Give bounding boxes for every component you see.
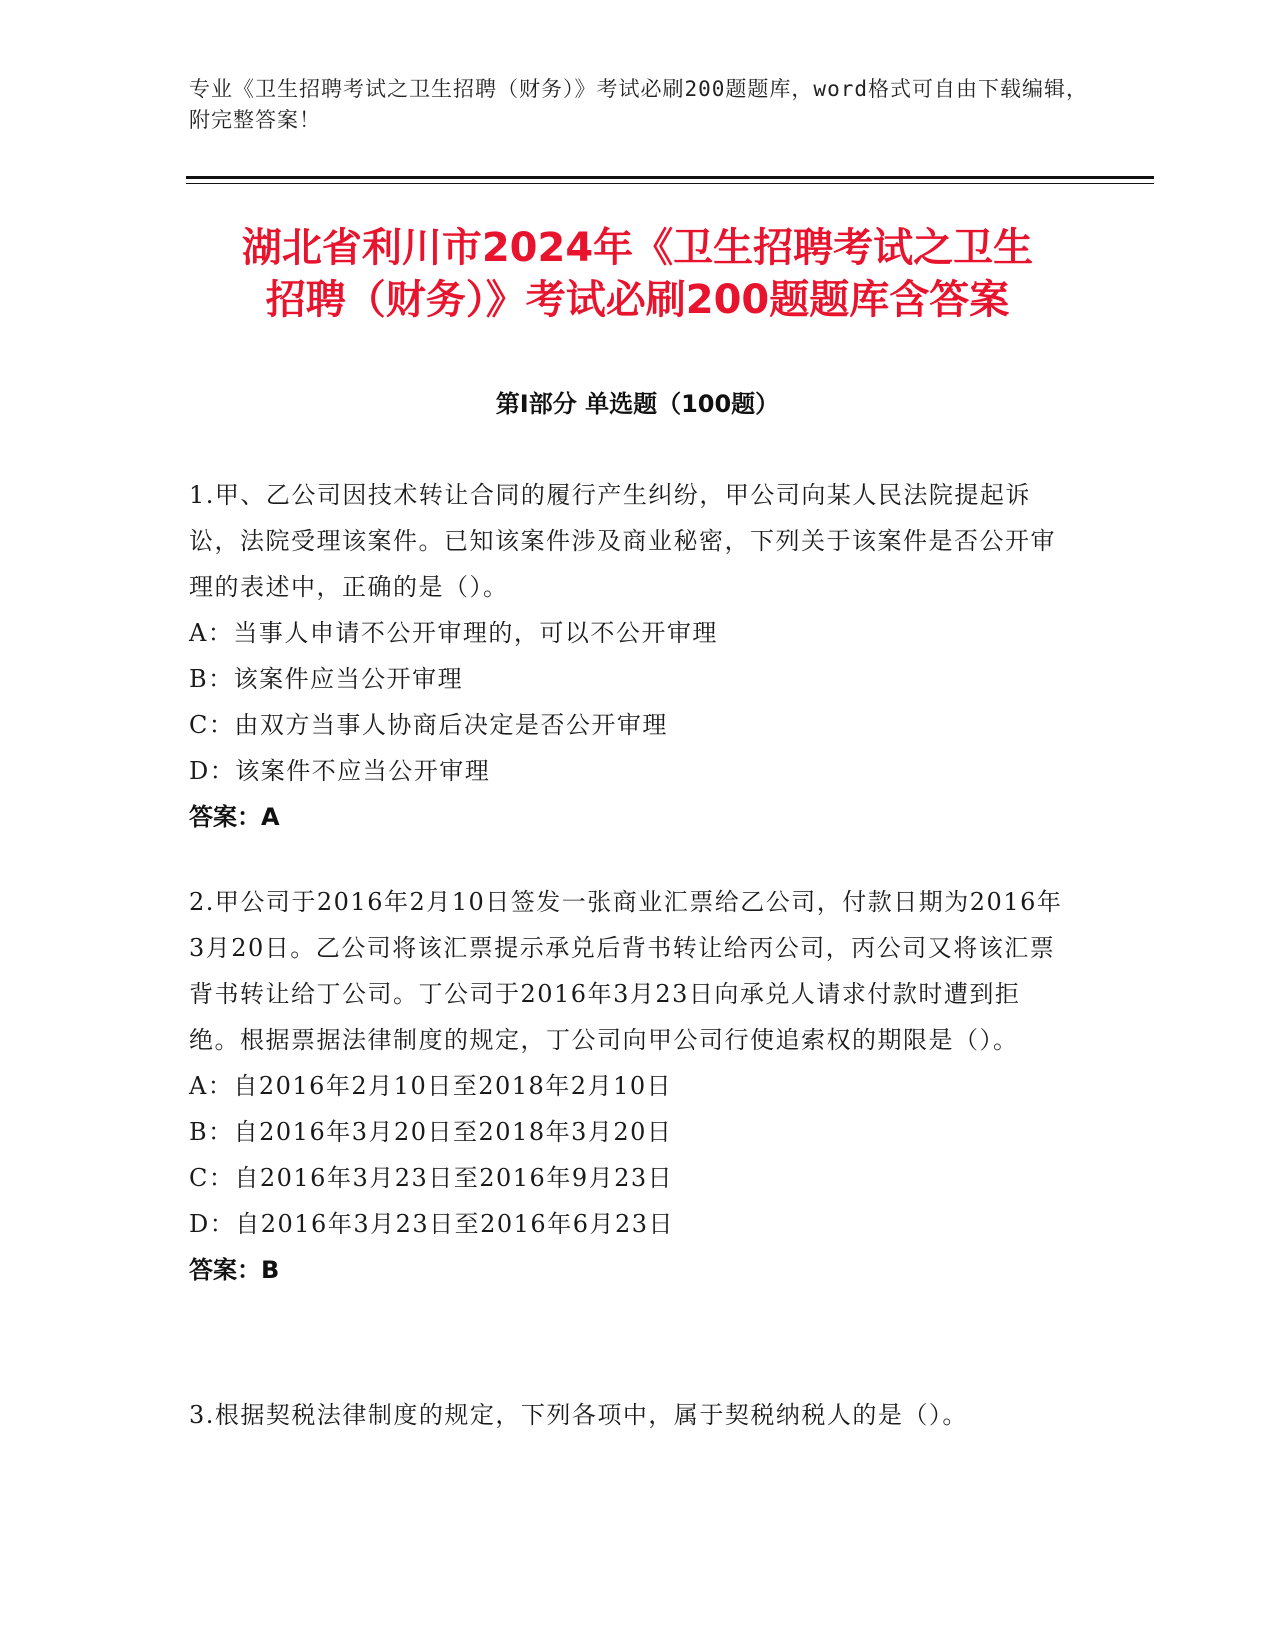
header-note: 专业《卫生招聘考试之卫生招聘（财务）》考试必刷200题题库，word格式可自由下载编辑，附完整答案！: [189, 77, 1088, 132]
header-divider-thin: [186, 183, 1154, 184]
question-stem: 2.甲公司于2016年2月10日签发一张商业汇票给乙公司，付款日期为2016年3月20日。乙公司将该汇票提示承兑后背书转让给丙公司，丙公司又将该汇票背书转让给丁公司。丁公司于2016年3月23日向承兑人请求付款时遭到拒绝。根据票据法律制度的规定，丁公司向甲公司行使追索权的期限是（）。: [189, 888, 1063, 1054]
option-d: D：自2016年3月23日至2016年6月23日: [189, 1210, 675, 1238]
section-heading: 第I部分 单选题（100题）: [495, 390, 780, 418]
title-line-2: 招聘（财务）》考试必刷200题题库含答案: [265, 277, 1010, 323]
question-1: [189, 472, 1069, 840]
option-d: D：该案件不应当公开审理: [189, 757, 491, 785]
option-b: B：该案件应当公开审理: [189, 665, 464, 693]
question-stem: 3.根据契税法律制度的规定，下列各项中，属于契税纳税人的是（）。: [189, 1401, 968, 1429]
header-divider-thick: [186, 176, 1154, 179]
question-stem: 1.甲、乙公司因技术转让合同的履行产生纠纷，甲公司向某人民法院提起诉讼，法院受理该案件。已知该案件涉及商业秘密，下列关于该案件是否公开审理的表述中，正确的是（）。: [189, 481, 1056, 601]
answer: 答案：B: [189, 1256, 280, 1284]
question-2: [189, 879, 1069, 1293]
option-b: B：自2016年3月20日至2018年3月20日: [189, 1118, 673, 1146]
option-a: A：自2016年2月10日至2018年2月10日: [189, 1072, 673, 1100]
document-title: [120, 222, 1155, 326]
option-a: A：当事人申请不公开审理的，可以不公开审理: [189, 619, 718, 647]
question-3: [189, 1392, 1069, 1438]
answer: 答案：A: [189, 803, 280, 831]
option-c: C：自2016年3月23日至2016年9月23日: [189, 1164, 674, 1192]
option-c: C：由双方当事人协商后决定是否公开审理: [189, 711, 668, 739]
title-line-1: 湖北省利川市2024年《卫生招聘考试之卫生: [241, 225, 1034, 271]
